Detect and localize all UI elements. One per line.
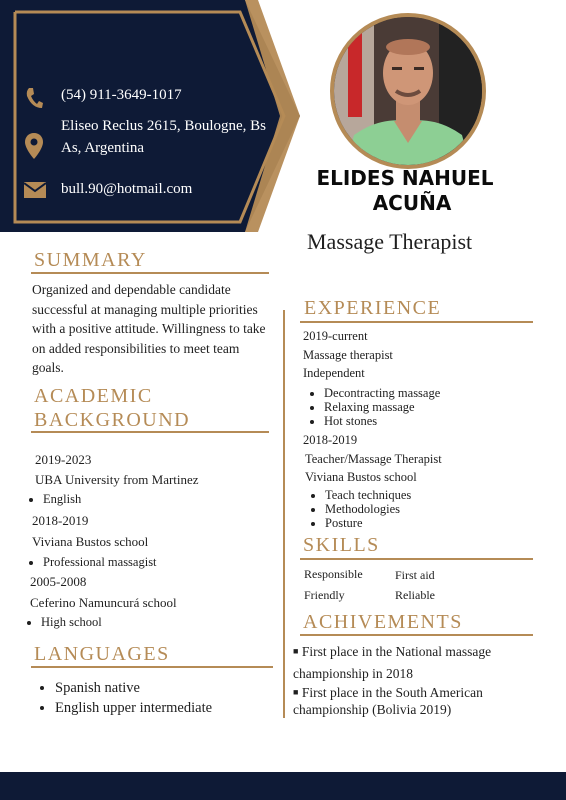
languages-heading: LANGUAGES	[34, 643, 170, 665]
job-title: Massage Therapist	[307, 229, 473, 254]
job-years: 2018-2019	[303, 433, 358, 447]
academic-years: 2019-2023	[35, 452, 92, 467]
academic-heading	[34, 384, 190, 432]
language-item: • Spanish native	[55, 678, 212, 698]
summary-rule	[31, 272, 269, 274]
square-bullet-icon: ■	[293, 687, 299, 697]
achievements-rule	[300, 634, 533, 636]
achievement-item	[293, 684, 538, 718]
academic-heading-line-1: ACADEMIC	[34, 385, 153, 407]
academic-items	[21, 615, 102, 629]
job-duty: • Relaxing massage	[324, 400, 440, 414]
skills-heading: SKILLS	[303, 534, 380, 556]
experience-rule	[300, 321, 533, 323]
phone-number: (54) 911-3649-1017	[61, 87, 182, 103]
academic-heading-line-2: BACKGROUND	[34, 409, 191, 431]
column-divider	[283, 310, 285, 718]
skill-item: Friendly	[304, 588, 345, 602]
job-duty: • Teach techniques	[325, 488, 411, 502]
phone-icon	[24, 86, 44, 114]
skill-item: First aid	[395, 568, 435, 582]
academic-items	[23, 555, 157, 569]
academic-school: Ceferino Namuncurá school	[30, 595, 177, 610]
academic-rule	[31, 431, 269, 433]
job-company: Independent	[303, 366, 365, 380]
job-years: 2019-current	[303, 329, 368, 343]
academic-school: UBA University from Martinez	[35, 472, 199, 487]
job-duty: • Methodologies	[325, 502, 411, 516]
name-line-2: ACUÑA	[372, 191, 452, 215]
summary-heading: SUMMARY	[34, 249, 147, 271]
academic-item: • English	[43, 492, 81, 506]
achievement-item	[293, 640, 538, 685]
job-duties	[304, 386, 440, 428]
languages-list	[35, 678, 212, 718]
academic-item: • High school	[41, 615, 102, 629]
academic-item: • Professional massagist	[43, 555, 157, 569]
square-bullet-icon: ■	[293, 646, 299, 656]
job-duty: • Decontracting massage	[324, 386, 440, 400]
job-company: Viviana Bustos school	[305, 470, 417, 484]
job-duties	[305, 488, 411, 530]
academic-years: 2005-2008	[30, 574, 87, 589]
languages-rule	[31, 666, 273, 668]
experience-heading: EXPERIENCE	[304, 297, 442, 319]
job-role: Teacher/Massage Therapist	[305, 452, 442, 466]
skill-item: Reliable	[395, 588, 435, 602]
candidate-name	[300, 166, 510, 216]
footer-bar	[0, 772, 566, 800]
job-role: Massage therapist	[303, 348, 393, 362]
academic-school: Viviana Bustos school	[32, 534, 149, 549]
address: Eliseo Reclus 2615, Boulogne, Bs As, Argentina	[61, 118, 266, 156]
language-item: • English upper intermediate	[55, 698, 212, 718]
location-icon	[24, 132, 44, 164]
email-address: bull.90@hotmail.com	[61, 181, 193, 197]
summary-text: Organized and dependable candidate successful at managing multiple priorities with a positive attitude. Willingness to take on added responsibilities to meet team goals.	[32, 282, 266, 375]
job-duty: • Posture	[325, 516, 411, 530]
achievements-heading: ACHIVEMENTS	[303, 611, 463, 633]
email-icon	[24, 182, 46, 202]
name-line-1: ELIDES NAHUEL	[316, 166, 494, 190]
job-duty: • Hot stones	[324, 414, 440, 428]
skills-rule	[300, 558, 533, 560]
profile-photo	[330, 13, 486, 169]
academic-items	[23, 492, 81, 506]
skill-item: Responsible	[304, 567, 363, 581]
achievement-text: First place in the National massage championship in 2018	[293, 644, 492, 681]
achievement-text: First place in the South American championship (Bolivia 2019)	[293, 685, 483, 717]
academic-years: 2018-2019	[32, 513, 89, 528]
